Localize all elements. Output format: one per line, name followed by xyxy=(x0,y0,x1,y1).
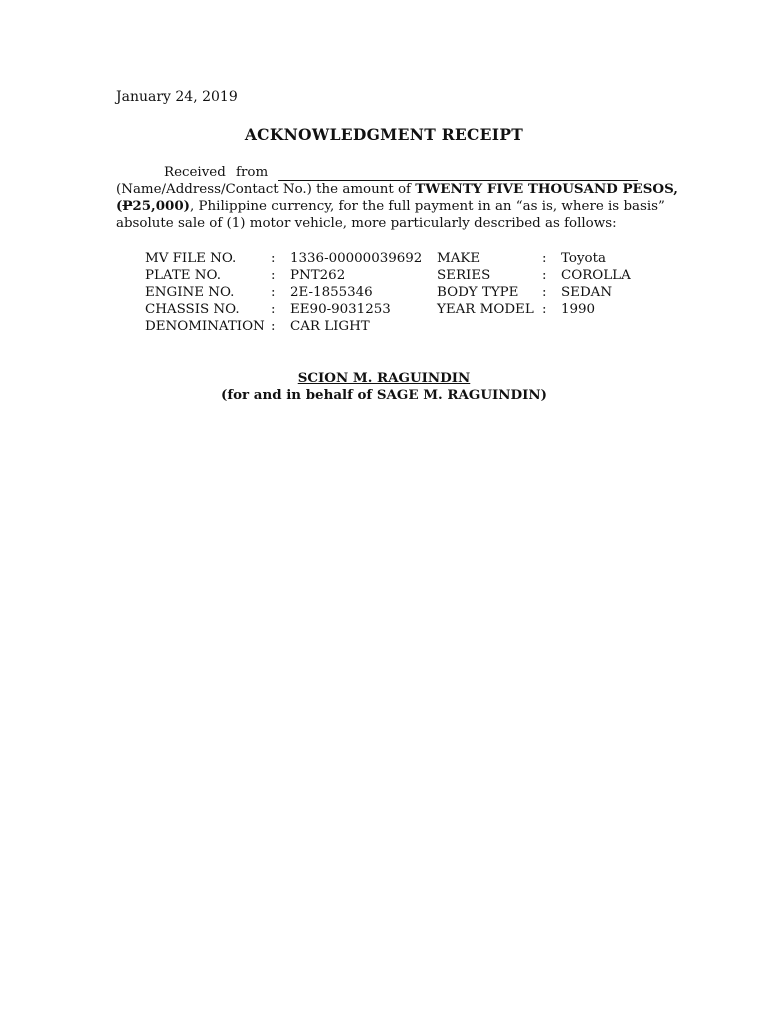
amount-in-words: TWENTY FIVE THOUSAND PESOS, xyxy=(415,181,678,197)
detail-label: PLATE NO. xyxy=(145,268,221,283)
detail-label: ENGINE NO. xyxy=(145,285,235,300)
peso-sign: P xyxy=(122,198,133,214)
receipt-paragraph xyxy=(116,164,678,232)
vehicle-detail-row xyxy=(145,284,651,301)
detail-value xyxy=(561,318,651,335)
vehicle-detail-row xyxy=(145,301,651,318)
detail-label: CHASSIS NO. xyxy=(145,302,240,317)
signatory-name: SCION M. RAGUINDIN xyxy=(297,370,471,386)
detail-label: MV FILE NO. xyxy=(145,251,237,266)
detail-colon: : xyxy=(271,319,276,334)
paragraph-line-2 xyxy=(116,181,678,198)
detail-value: Toyota xyxy=(561,251,606,266)
detail-label: YEAR MODEL xyxy=(437,302,534,317)
signatory-behalf: (for and in behalf of SAGE M. RAGUINDIN) xyxy=(221,387,547,403)
detail-colon: : xyxy=(542,268,547,283)
received-from-label: Received from xyxy=(164,165,269,180)
detail-colon xyxy=(542,318,561,335)
detail-colon: : xyxy=(271,302,276,317)
vehicle-details-body xyxy=(145,250,651,335)
detail-label: SERIES xyxy=(437,268,491,283)
recipient-blank-line xyxy=(278,166,638,181)
vehicle-detail-row xyxy=(145,318,651,335)
document-title: ACKNOWLEDGMENT RECEIPT xyxy=(244,125,524,144)
payment-terms-text: , Philippine currency, for the full payment in an “as is, where is basis” xyxy=(190,199,665,214)
vehicle-detail-row xyxy=(145,267,651,284)
detail-colon: : xyxy=(271,268,276,283)
amount-in-figures: 25,000) xyxy=(132,198,191,214)
amount-open-paren: ( xyxy=(116,198,123,214)
vehicle-detail-row xyxy=(145,250,651,267)
name-address-text: (Name/Address/Contact No.) the amount of xyxy=(116,182,416,197)
received-from-row xyxy=(116,164,638,181)
detail-label xyxy=(437,318,542,335)
receipt-date: January 24, 2019 xyxy=(116,89,238,105)
detail-colon: : xyxy=(542,285,547,300)
detail-value: CAR LIGHT xyxy=(290,319,370,334)
vehicle-details-table xyxy=(145,250,651,335)
paragraph-line-4: absolute sale of (1) motor vehicle, more particularly described as follows: xyxy=(116,216,617,231)
detail-value: EE90-9031253 xyxy=(290,302,391,317)
detail-value: 1990 xyxy=(561,302,596,317)
detail-value: COROLLA xyxy=(561,268,631,283)
paragraph-line-3 xyxy=(116,198,665,215)
detail-value: 2E-1855346 xyxy=(290,285,373,300)
signatory-block xyxy=(0,370,768,404)
detail-label: BODY TYPE xyxy=(437,285,519,300)
detail-value: SEDAN xyxy=(561,285,613,300)
detail-colon: : xyxy=(271,285,276,300)
detail-colon: : xyxy=(271,251,276,266)
detail-colon: : xyxy=(542,302,547,317)
detail-label: DENOMINATION xyxy=(145,319,265,334)
detail-value: PNT262 xyxy=(290,268,346,283)
detail-colon: : xyxy=(542,251,547,266)
detail-value: 1336-00000039692 xyxy=(290,251,423,266)
detail-label: MAKE xyxy=(437,251,481,266)
